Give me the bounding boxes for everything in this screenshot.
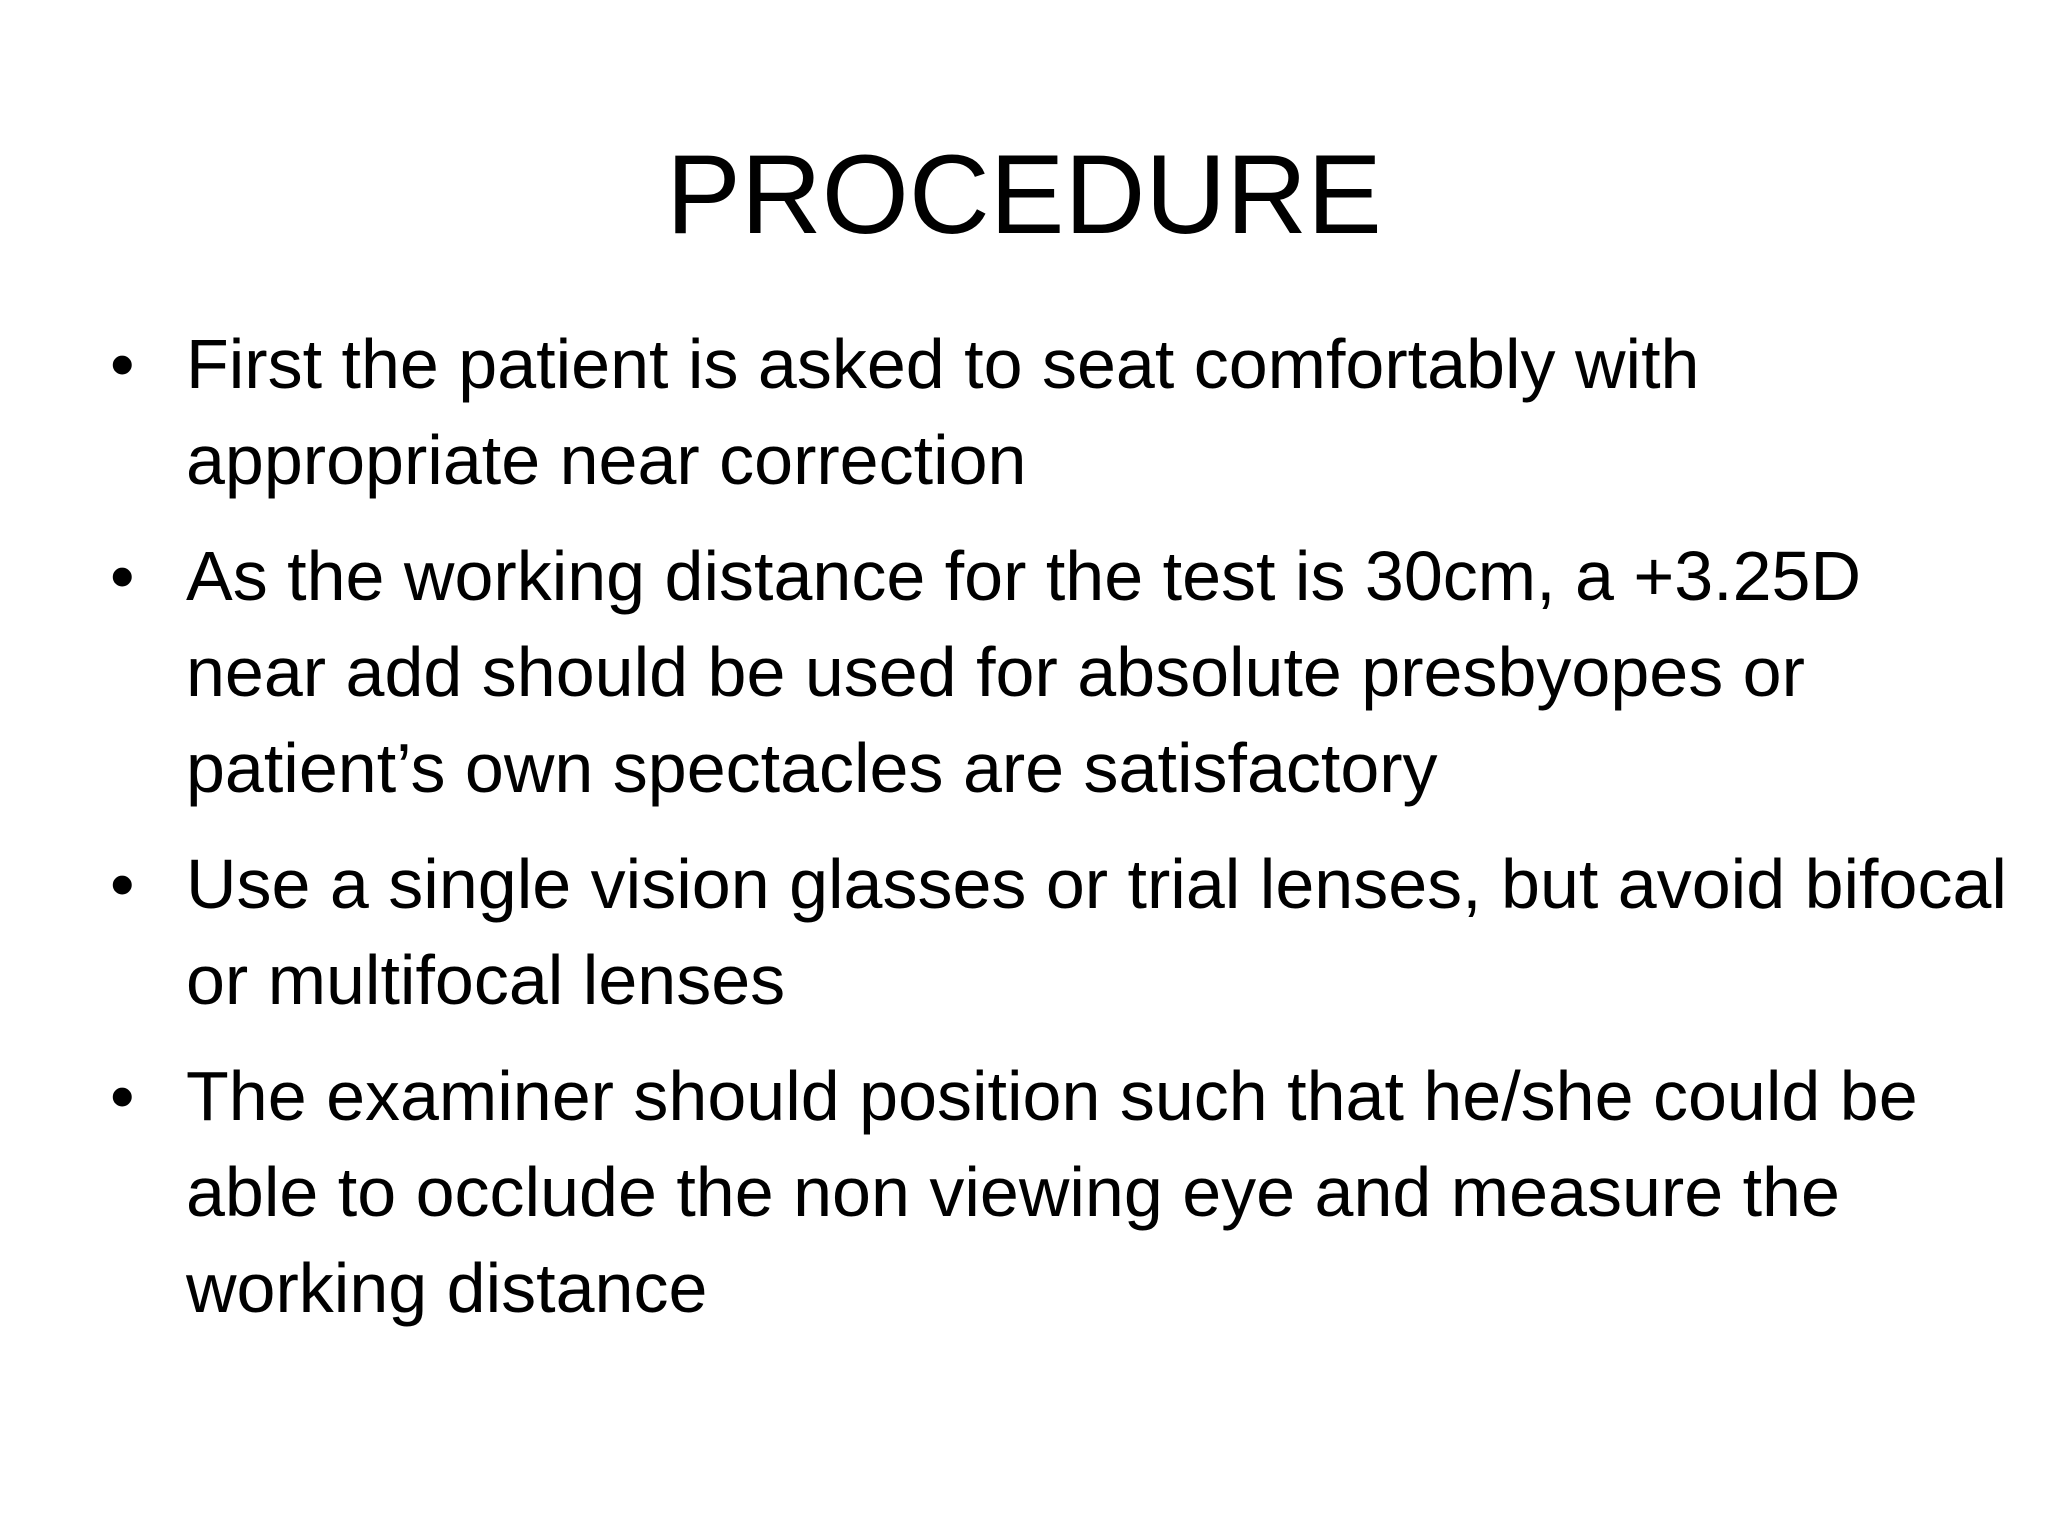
bullet-text: Use a single vision glasses or trial lenses, but avoid bifocal or multifocal lenses (186, 845, 2007, 1019)
bullet-item (110, 316, 2010, 508)
bullet-dot-icon: • (110, 325, 135, 403)
bullet-list (110, 316, 2010, 1356)
bullet-dot-icon: • (110, 845, 135, 923)
slide-title: PROCEDURE (666, 132, 1382, 257)
bullet-dot-icon: • (110, 1057, 135, 1135)
bullet-item (110, 836, 2010, 1028)
bullet-text: As the working distance for the test is 30cm, a +3.25D near add should be used for absolute presbyopes or patient’s own spectacles are satisfactory (186, 537, 1862, 807)
bullet-item (110, 1048, 2010, 1336)
bullet-dot-icon: • (110, 537, 135, 615)
bullet-item (110, 528, 2010, 816)
bullet-text: The examiner should position such that he/she could be able to occlude the non viewing eye and measure the working distance (186, 1057, 1918, 1327)
bullet-text: First the patient is asked to seat comfortably with appropriate near correction (186, 325, 1700, 499)
